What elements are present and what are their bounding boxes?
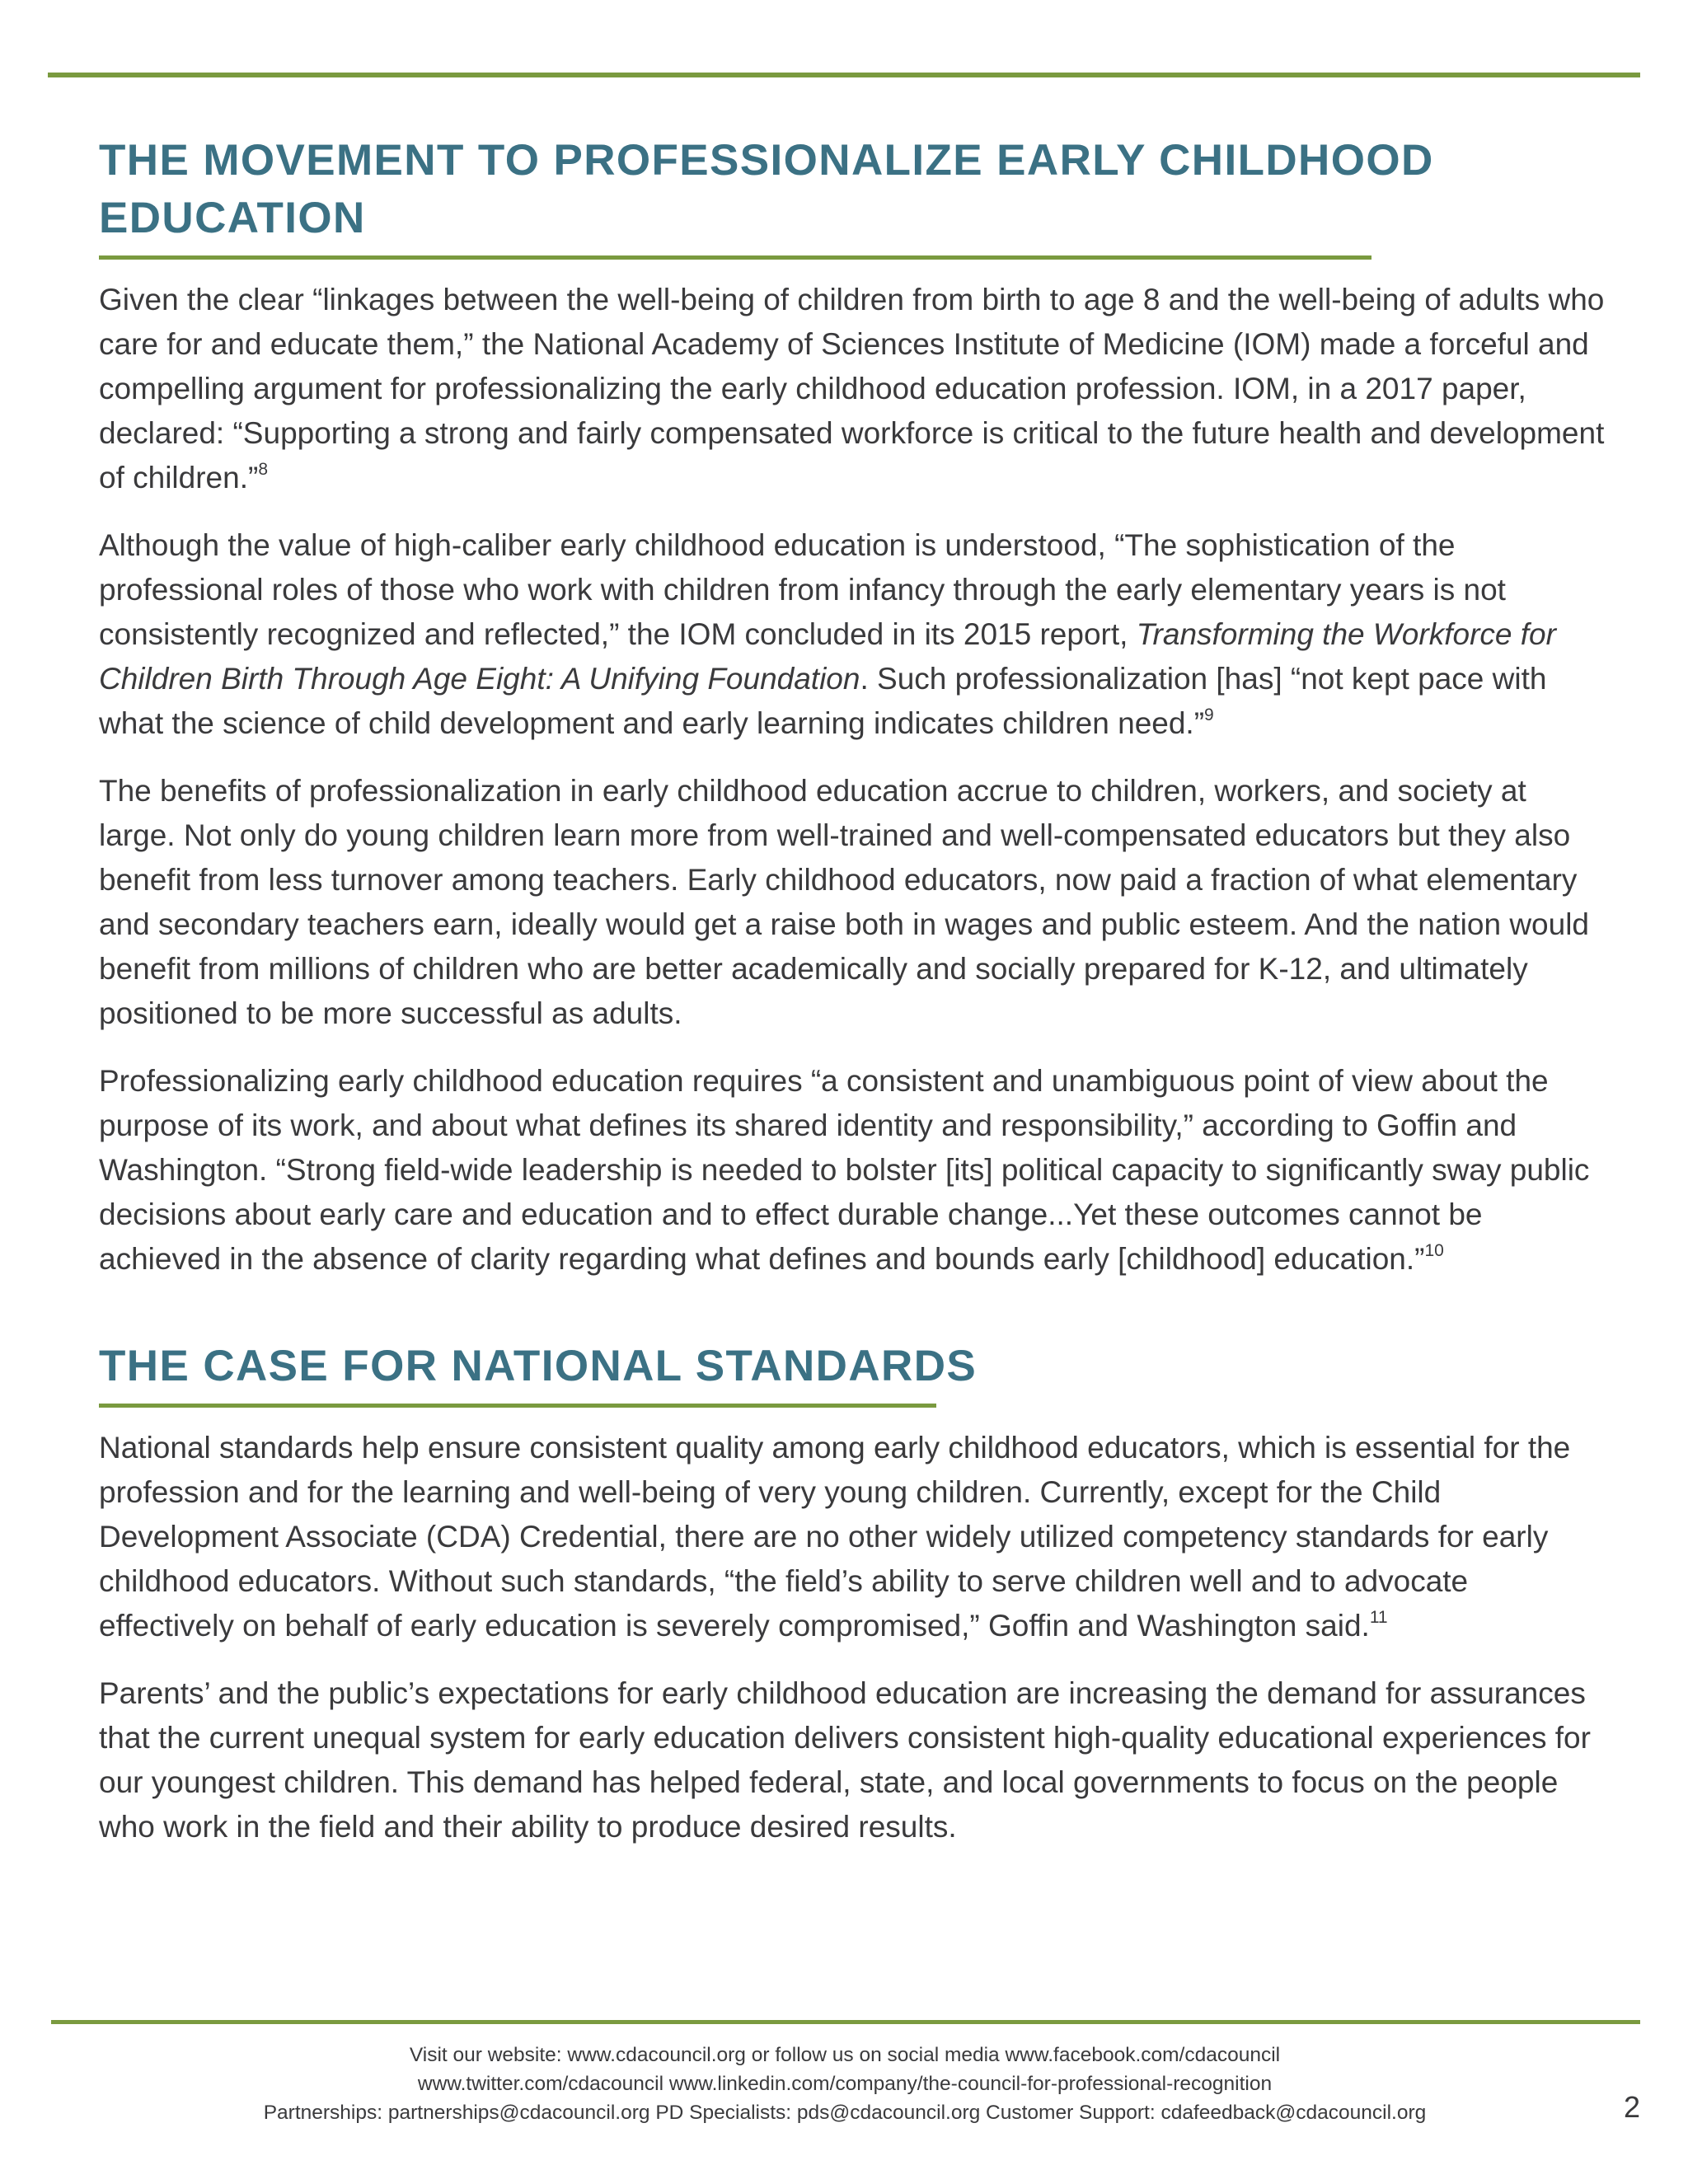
paragraph-text: Professionalizing early childhood education requires “a consistent and unambiguous point of view about the purpose of its work, and about what defines its shared identity and responsibility,” according to Goffin and Washington. “Strong field-wide leadership is needed to bolster [its] political capacity to significantly sway public decisions about early care and education and to effect durable change...Yet these outcomes cannot be achieved in the absence of clarity regarding what defines and bounds early [childhood] education.” bbox=[99, 1064, 1590, 1276]
paragraph-text: Although the value of high-caliber early childhood education is understood, “The sophistication of the professional roles of those who work with children from infancy through the early elementary years is not consistently recognized and reflected,” the IOM concluded in its 2015 report, bbox=[99, 528, 1506, 651]
paragraph-text: . Such professionalization [has] “not kept pace with what the science of child development and early learning indicates children need.” bbox=[99, 662, 1547, 740]
footer-divider bbox=[51, 2020, 1640, 2024]
report-title: Transforming the Workforce for Children Birth Through Age Eight: A Unifying Foundation bbox=[99, 617, 1556, 696]
paragraph-iom-linkages bbox=[99, 278, 1607, 500]
paragraph-national-standards bbox=[99, 1426, 1607, 1648]
footer-social-line: www.twitter.com/cdacouncil www.linkedin.com/company/the-council-for-professional-recognition bbox=[417, 2073, 1273, 2095]
paragraph-iom-2015-report bbox=[99, 523, 1607, 746]
paragraph-text: Given the clear “linkages between the well-being of children from birth to age 8 and the well-being of adults who care for and educate them,” the National Academy of Sciences Institute of Medicine (IOM) made a forceful and compelling argument for professionalizing the early childhood education profession. IOM, in a 2017 paper, declared: “Supporting a strong and fairly compensated workforce is critical to the future health and development of children.” bbox=[99, 283, 1605, 494]
section-professionalize bbox=[99, 132, 1607, 1282]
paragraph-text: The benefits of professionalization in early childhood education accrue to children, workers, and society at large. Not only do young children learn more from well-trained and well-compensated educators but they also benefit from less turnover among teachers. Early childhood educators, now paid a fraction of what elementary and secondary teachers earn, ideally would get a raise both in wages and public esteem. And the nation would benefit from millions of children who are better academically and socially prepared for K-12, and ultimately positioned to be more successful as adults. bbox=[99, 774, 1589, 1030]
footer bbox=[82, 2041, 1607, 2127]
footnote-marker: 11 bbox=[1369, 1608, 1388, 1627]
footnote-marker: 10 bbox=[1424, 1241, 1444, 1260]
title-underline bbox=[99, 255, 1372, 260]
paragraph-text: National standards help ensure consistent quality among early childhood educators, which is essential for the profession and for the learning and well-being of very young children. Currently, except for the Child Development Associate (CDA) Credential, there are no other widely utilized competency standards for early childhood educators. Without such standards, “the field’s ability to serve children well and to advocate effectively on behalf of early education is severely compromised,” Goffin and Washington said. bbox=[99, 1431, 1571, 1643]
page-number: 2 bbox=[1623, 2090, 1640, 2124]
title-underline bbox=[99, 1404, 936, 1408]
footer-contacts-line: Partnerships: partnerships@cdacouncil.org PD Specialists: pds@cdacouncil.org Customer Support: cdafeedback@cdacouncil.org bbox=[263, 2102, 1427, 2124]
footer-website-line: Visit our website: www.cdacouncil.org or follow us on social media www.facebook.com/cdacouncil bbox=[409, 2044, 1281, 2066]
footnote-marker: 8 bbox=[258, 460, 268, 479]
section-title-national-standards: THE CASE FOR NATIONAL STANDARDS bbox=[99, 1342, 978, 1390]
paragraph-goffin-washington bbox=[99, 1059, 1607, 1282]
section-national-standards bbox=[99, 1338, 1607, 1849]
paragraph-benefits bbox=[99, 769, 1607, 1036]
paragraph-public-expectations bbox=[99, 1671, 1607, 1849]
footnote-marker: 9 bbox=[1204, 705, 1214, 724]
paragraph-text: Parents’ and the public’s expectations for early childhood education are increasing the demand for assurances that the current unequal system for early education delivers consistent high-quality educational experiences for our youngest children. This demand has helped federal, state, and local governments to focus on the people who work in the field and their ability to produce desired results. bbox=[99, 1676, 1591, 1844]
page-content bbox=[99, 132, 1607, 1872]
top-divider bbox=[48, 73, 1640, 77]
section-title-professionalize: THE MOVEMENT TO PROFESSIONALIZE EARLY CHILDHOOD EDUCATION bbox=[99, 136, 1434, 242]
